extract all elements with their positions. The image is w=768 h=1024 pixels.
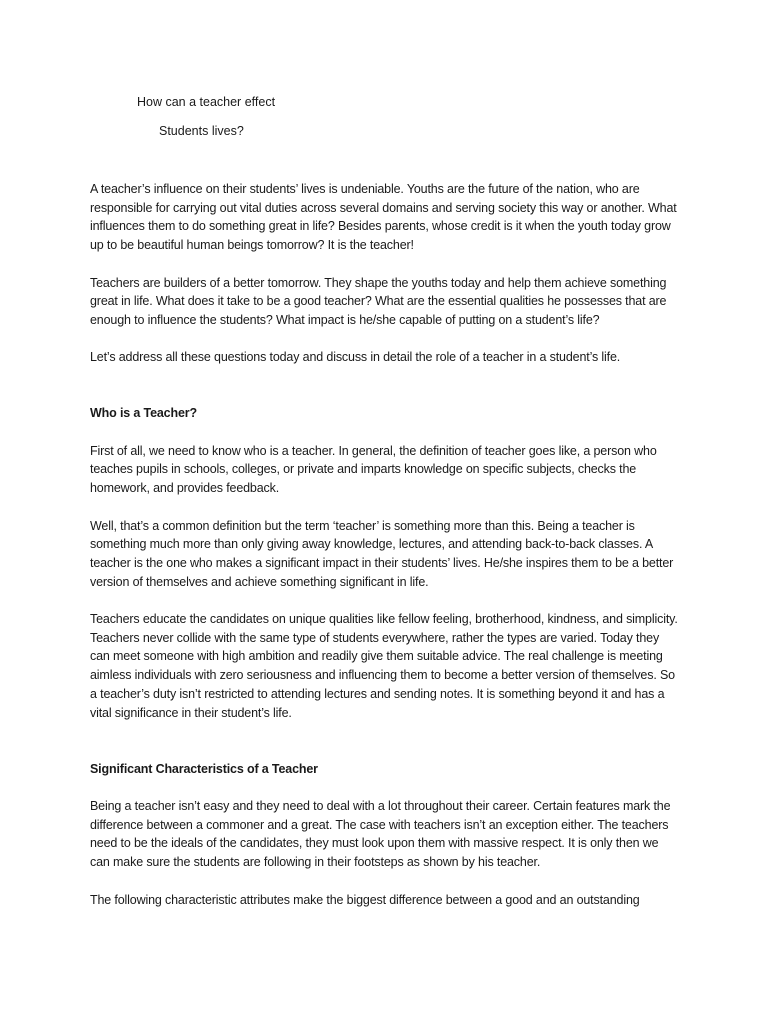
intro-paragraph: Let’s address all these questions today and discuss in detail the role of a teacher in a student’s life.: [90, 350, 621, 365]
document-body: [90, 180, 680, 928]
document-title-line-2: Students lives?: [159, 124, 244, 138]
section-heading-characteristics: Significant Characteristics of a Teacher: [90, 761, 318, 776]
intro-paragraph: Teachers are builders of a better tomorrow. They shape the youths today and help them achieve something great in life. What does it take to be a good teacher? What are the essential qualities he possesses that are enough to influence the students? What impact is he/she capable of putting on a student’s life?: [90, 275, 667, 327]
section-heading-who-is-a-teacher: Who is a Teacher?: [90, 406, 197, 421]
section-2-paragraph: The following characteristic attributes make the biggest difference between a good and an outstanding: [90, 892, 640, 907]
section-1-paragraph: Teachers educate the candidates on unique qualities like fellow feeling, brotherhood, kindness, and simplicity. Teachers never collide with the same type of students everywhere, rather the types are varied. Today they can meet someone with high ambition and readily give them suitable advice. The real challenge is meeting aimless individuals with zero seriousness and influencing them to become a better version of themselves. So a teacher’s duty isn’t restricted to attending lectures and sending notes. It is something beyond it and has a vital significance in their student’s life.: [90, 612, 678, 720]
section-1-paragraph: Well, that’s a common definition but the term ‘teacher’ is something more than this. Being a teacher is something much more than only giving away knowledge, lectures, and attending back-to-back classes. A teacher is the one who makes a significant impact in their students’ lives. He/she inspires them to be a better version of themselves and achieve something significant in life.: [90, 518, 674, 589]
section-1-paragraph: First of all, we need to know who is a teacher. In general, the definition of teacher goes like, a person who teaches pupils in schools, colleges, or private and imparts knowledge on specific subjects, checks the homework, and provides feedback.: [90, 443, 657, 496]
section-2-paragraph: Being a teacher isn’t easy and they need to deal with a lot throughout their career. Certain features mark the difference between a commoner and a great. The case with teachers isn’t an exception either. The teachers need to be the ideals of the candidates, they must look upon them with massive respect. It is only then we can make sure the students are following in their footsteps as shown by his teacher.: [90, 799, 671, 870]
document-title-line-1: How can a teacher effect: [137, 95, 276, 109]
intro-paragraph: A teacher’s influence on their students’ lives is undeniable. Youths are the future of the nation, who are responsible for carrying out vital duties across several domains and serving society this way or another. What influences them to do something great in life? Besides parents, whose credit is it when the youth today grow up to be beautiful human beings tomorrow? It is the teacher!: [90, 182, 677, 253]
